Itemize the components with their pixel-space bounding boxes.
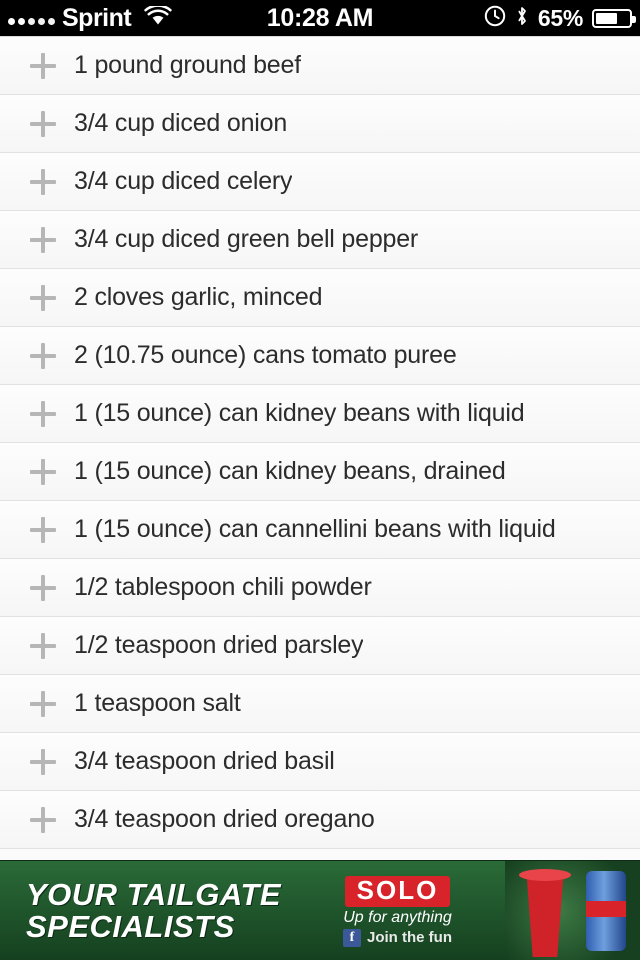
ingredient-label: 3/4 cup diced celery bbox=[74, 167, 293, 195]
ad-facebook-label: Join the fun bbox=[367, 929, 452, 947]
list-item[interactable] bbox=[0, 675, 640, 733]
list-item[interactable] bbox=[0, 153, 640, 211]
list-item[interactable] bbox=[0, 37, 640, 95]
ingredient-label: 1 (15 ounce) can kidney beans with liquid bbox=[74, 399, 525, 427]
ingredient-label: 1 pound ground beef bbox=[74, 51, 301, 79]
ad-headline-line2: SPECIALISTS bbox=[26, 908, 235, 944]
list-item[interactable] bbox=[0, 443, 640, 501]
ad-tagline: Up for anything bbox=[343, 908, 452, 926]
plus-icon[interactable] bbox=[30, 169, 56, 195]
status-bar-left bbox=[8, 3, 172, 32]
ad-headline bbox=[0, 861, 290, 960]
ingredient-label: 3/4 teaspoon dried basil bbox=[74, 747, 335, 775]
plus-icon[interactable] bbox=[30, 227, 56, 253]
plus-icon[interactable] bbox=[30, 517, 56, 543]
ingredient-label: 3/4 teaspoon dried oregano bbox=[74, 805, 375, 833]
ingredient-label: 1 (15 ounce) can kidney beans, drained bbox=[74, 457, 506, 485]
soda-can-band-icon bbox=[586, 901, 626, 917]
ingredient-label: 1/2 teaspoon dried parsley bbox=[74, 631, 364, 659]
red-cup-rim-icon bbox=[519, 869, 571, 881]
plus-icon[interactable] bbox=[30, 459, 56, 485]
battery-fill bbox=[596, 13, 617, 24]
status-bar-right bbox=[484, 5, 632, 32]
alarm-clock-icon bbox=[484, 5, 506, 32]
list-item[interactable] bbox=[0, 617, 640, 675]
carrier-label: Sprint bbox=[62, 3, 132, 32]
plus-icon[interactable] bbox=[30, 749, 56, 775]
ingredient-label: 1/2 tablespoon chili powder bbox=[74, 573, 372, 601]
ingredient-label: 3/4 cup diced onion bbox=[74, 109, 288, 137]
signal-dots-icon bbox=[8, 11, 55, 25]
ingredient-label: 1 (15 ounce) can cannellini beans with liquid bbox=[74, 515, 556, 543]
list-item[interactable] bbox=[0, 95, 640, 153]
wifi-icon bbox=[144, 6, 172, 31]
status-bar bbox=[0, 0, 640, 36]
battery-icon bbox=[592, 9, 632, 28]
ad-headline-line1: YOUR TAILGATE bbox=[26, 876, 282, 912]
plus-icon[interactable] bbox=[30, 343, 56, 369]
plus-icon[interactable] bbox=[30, 53, 56, 79]
ad-brand-block bbox=[290, 861, 505, 960]
list-item[interactable] bbox=[0, 327, 640, 385]
ingredient-label: 2 cloves garlic, minced bbox=[74, 283, 323, 311]
list-item[interactable] bbox=[0, 559, 640, 617]
ad-banner[interactable] bbox=[0, 860, 640, 960]
clock-label: 10:28 AM bbox=[266, 3, 374, 32]
red-cup-icon bbox=[523, 873, 567, 957]
ingredient-label: 2 (10.75 ounce) cans tomato puree bbox=[74, 341, 457, 369]
facebook-icon: f bbox=[343, 929, 361, 947]
ad-product-image bbox=[505, 861, 640, 960]
list-item[interactable] bbox=[0, 385, 640, 443]
solo-logo: SOLO bbox=[345, 876, 451, 906]
plus-icon[interactable] bbox=[30, 575, 56, 601]
plus-icon[interactable] bbox=[30, 285, 56, 311]
bluetooth-icon bbox=[515, 5, 529, 32]
battery-percent-label: 65% bbox=[537, 4, 583, 31]
ingredient-list[interactable] bbox=[0, 36, 640, 860]
plus-icon[interactable] bbox=[30, 807, 56, 833]
plus-icon[interactable] bbox=[30, 111, 56, 137]
plus-icon[interactable] bbox=[30, 401, 56, 427]
list-item[interactable] bbox=[0, 733, 640, 791]
list-item[interactable] bbox=[0, 501, 640, 559]
ingredient-label: 3/4 cup diced green bell pepper bbox=[74, 225, 419, 253]
ingredient-label: 1 teaspoon salt bbox=[74, 689, 241, 717]
ad-facebook-link[interactable] bbox=[343, 929, 452, 947]
plus-icon[interactable] bbox=[30, 633, 56, 659]
plus-icon[interactable] bbox=[30, 691, 56, 717]
list-item[interactable] bbox=[0, 269, 640, 327]
list-item[interactable] bbox=[0, 791, 640, 849]
list-item[interactable] bbox=[0, 211, 640, 269]
